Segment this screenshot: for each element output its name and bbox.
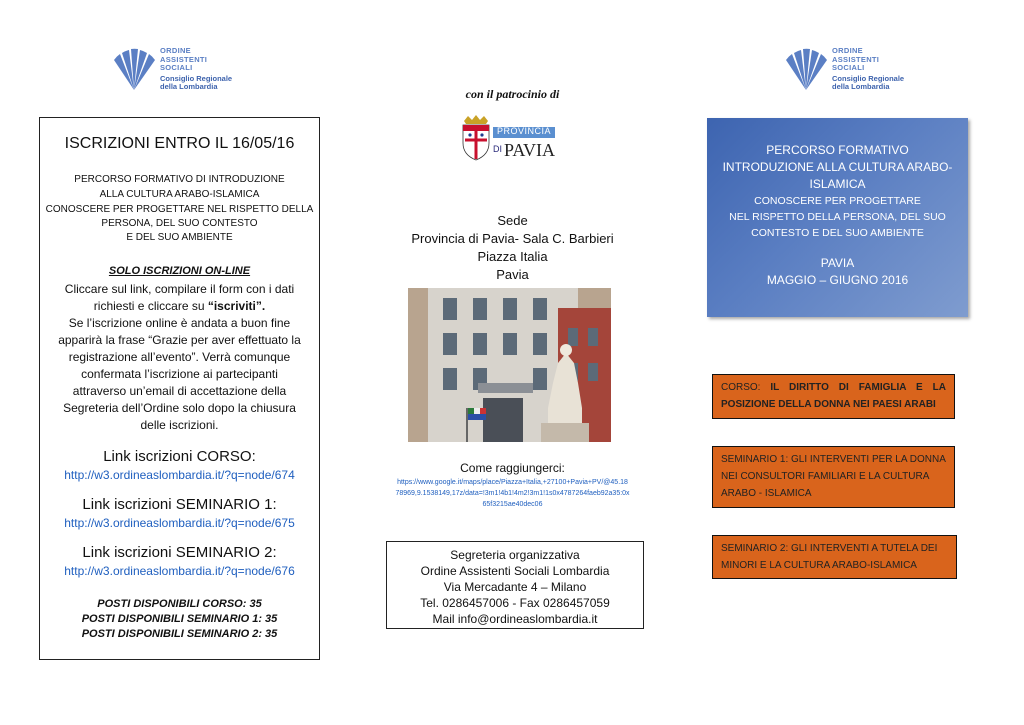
deadline-heading: ISCRIZIONI ENTRO IL 16/05/16 <box>64 135 295 152</box>
map-link[interactable] <box>380 477 645 510</box>
instr-line8: Segreteria dell’Ordine solo dopo la chiusura <box>63 401 296 415</box>
course-title-box <box>707 118 968 317</box>
provincia-building-photo <box>408 288 611 442</box>
logo-line4: Consiglio Regionale <box>160 73 233 83</box>
sede-line3: Pavia <box>496 267 529 282</box>
logo-line2: ASSISTENTI <box>160 54 208 64</box>
seminario2-text: SEMINARIO 2: GLI INTERVENTI A TUTELA DEI MINORI E LA CULTURA ARABO-ISLAMICA <box>721 543 938 571</box>
posti-disponibili <box>41 597 318 642</box>
segreteria-box <box>386 541 644 629</box>
course-title <box>41 172 318 202</box>
right-title-line3: ISLAMICA <box>809 177 866 191</box>
right-sub-line1: CONOSCERE PER PROGETTARE <box>754 195 921 207</box>
logo-line2: ASSISTENTI <box>832 54 880 64</box>
logo-line3: SOCIALI <box>160 63 193 72</box>
posti-sem1: POSTI DISPONIBILI SEMINARIO 1: 35 <box>81 613 278 625</box>
link-sem1-label: Link iscrizioni SEMINARIO 1: <box>82 496 277 513</box>
corso-text: IL DIRITTO DI FAMIGLIA E LA POSIZIONE DELLA DONNA NEI PAESI ARABI <box>721 382 946 410</box>
instructions <box>41 281 318 434</box>
right-sub-line3: CONTESTO E DEL SUO AMBIENTE <box>751 227 924 239</box>
instr-line2 <box>41 298 318 315</box>
link-sem2-label: Link iscrizioni SEMINARIO 2: <box>82 544 277 561</box>
ordine-logo-right <box>782 46 912 92</box>
seg-line2: Ordine Assistenti Sociali Lombardia <box>420 564 610 578</box>
posti-corso: POSTI DISPONIBILI CORSO: 35 <box>97 598 262 610</box>
logo-line4: Consiglio Regionale <box>832 73 905 83</box>
seg-line1: Segreteria organizzativa <box>450 548 580 562</box>
iscriviti-emphasis: “iscriviti”. <box>207 299 266 313</box>
seminario1-box <box>712 446 955 508</box>
course-title-line2: ALLA CULTURA ARABO-ISLAMICA <box>99 189 260 200</box>
logo-line3: SOCIALI <box>832 63 865 72</box>
instr-line6: confermata l’iscrizione ai partecipanti <box>81 367 278 381</box>
course-sub-line2: PERSONA, DEL SUO CONTESTO <box>101 218 258 229</box>
right-subtitle <box>707 193 968 241</box>
instr-line2-text: richiesti e cliccare su <box>93 299 208 313</box>
seg-line4: Tel. 0286457006 - Fax 0286457059 <box>420 596 610 610</box>
come-raggiungerci-label: Come raggiungerci: <box>460 461 565 475</box>
ordine-shell-icon <box>110 46 158 92</box>
course-sub-line1: CONOSCERE PER PROGETTARE NEL RISPETTO DELLA <box>45 204 314 215</box>
patrocinio-label: con il patrocinio di <box>465 87 560 101</box>
seminario2-box <box>712 535 957 579</box>
map-url-line3[interactable]: 65f3215ae40dec06 <box>482 501 543 508</box>
right-sub-line2: NEL RISPETTO DELLA PERSONA, DEL SUO <box>729 211 946 223</box>
logo-line5: della Lombardia <box>832 82 890 91</box>
sede-block <box>380 212 645 284</box>
posti-sem2: POSTI DISPONIBILI SEMINARIO 2: 35 <box>81 628 278 640</box>
provincia-label: PROVINCIA <box>496 126 551 136</box>
provincia-di: DI <box>493 144 502 154</box>
sede-line1: Provincia di Pavia- Sala C. Barbieri <box>411 231 614 246</box>
course-sub-line3: E DEL SUO AMBIENTE <box>126 232 233 243</box>
online-only-label: SOLO ISCRIZIONI ON-LINE <box>108 265 251 277</box>
instr-line3: Se l’iscrizione online è andata a buon fine <box>68 316 291 330</box>
corso-box <box>712 374 955 419</box>
course-title-line1: PERCORSO FORMATIVO DI INTRODUZIONE <box>74 174 285 185</box>
provincia-name: PAVIA <box>504 140 556 160</box>
seg-line3: Via Mercadante 4 – Milano <box>443 580 587 594</box>
ordine-logo-left <box>110 46 240 92</box>
course-subtitle <box>41 203 318 245</box>
map-url-line1[interactable]: https://www.google.it/maps/place/Piazza+Italia,+27100+Pavia+PV/@45.18 <box>397 479 628 486</box>
right-title-line1: PERCORSO FORMATIVO <box>766 143 909 157</box>
seg-line5: Mail info@ordineaslombardia.it <box>432 612 598 626</box>
instr-line4: apparirà la frase “Grazie per aver effettuato la <box>58 333 301 347</box>
sede-line2: Piazza Italia <box>477 249 548 264</box>
instr-line7: attraverso un’email di accettazione della <box>72 384 287 398</box>
right-dates: MAGGIO – GIUGNO 2016 <box>766 273 909 287</box>
sede-label: Sede <box>497 213 528 228</box>
coat-of-arms-icon <box>460 115 492 161</box>
map-url-line2[interactable]: 78969,9.1538149,17z/data=!3m1!4b1!4m2!3m1!1s0x4787264faeb92a35:0x <box>395 490 630 497</box>
link-sem1-url[interactable]: http://w3.ordineaslombardia.it/?q=node/675 <box>64 516 295 530</box>
right-title <box>707 118 968 193</box>
instr-line5: registrazione all’evento”. Verrà comunque <box>68 350 291 364</box>
instr-line1: Cliccare sul link, compilare il form con i dati <box>64 282 295 296</box>
logo-line1: ORDINE <box>832 46 863 55</box>
link-corso-url[interactable]: http://w3.ordineaslombardia.it/?q=node/674 <box>64 468 295 482</box>
right-city: PAVIA <box>820 256 855 270</box>
logo-line5: della Lombardia <box>160 82 218 91</box>
logo-line1: ORDINE <box>160 46 191 55</box>
seminario1-text: SEMINARIO 1: GLI INTERVENTI PER LA DONNA NEI CONSULTORI FAMILIARI E LA CULTURA ARABO - ISLAMICA <box>721 454 946 499</box>
link-corso-label: Link iscrizioni CORSO: <box>103 448 256 465</box>
right-title-line2: INTRODUZIONE ALLA CULTURA ARABO- <box>722 160 953 174</box>
corso-label: CORSO: <box>721 382 771 393</box>
link-sem2-url[interactable]: http://w3.ordineaslombardia.it/?q=node/676 <box>64 564 295 578</box>
provincia-pavia-logo <box>460 115 560 163</box>
instr-line9: delle iscrizioni. <box>140 418 219 432</box>
ordine-shell-icon <box>782 46 830 92</box>
right-when <box>707 255 968 289</box>
